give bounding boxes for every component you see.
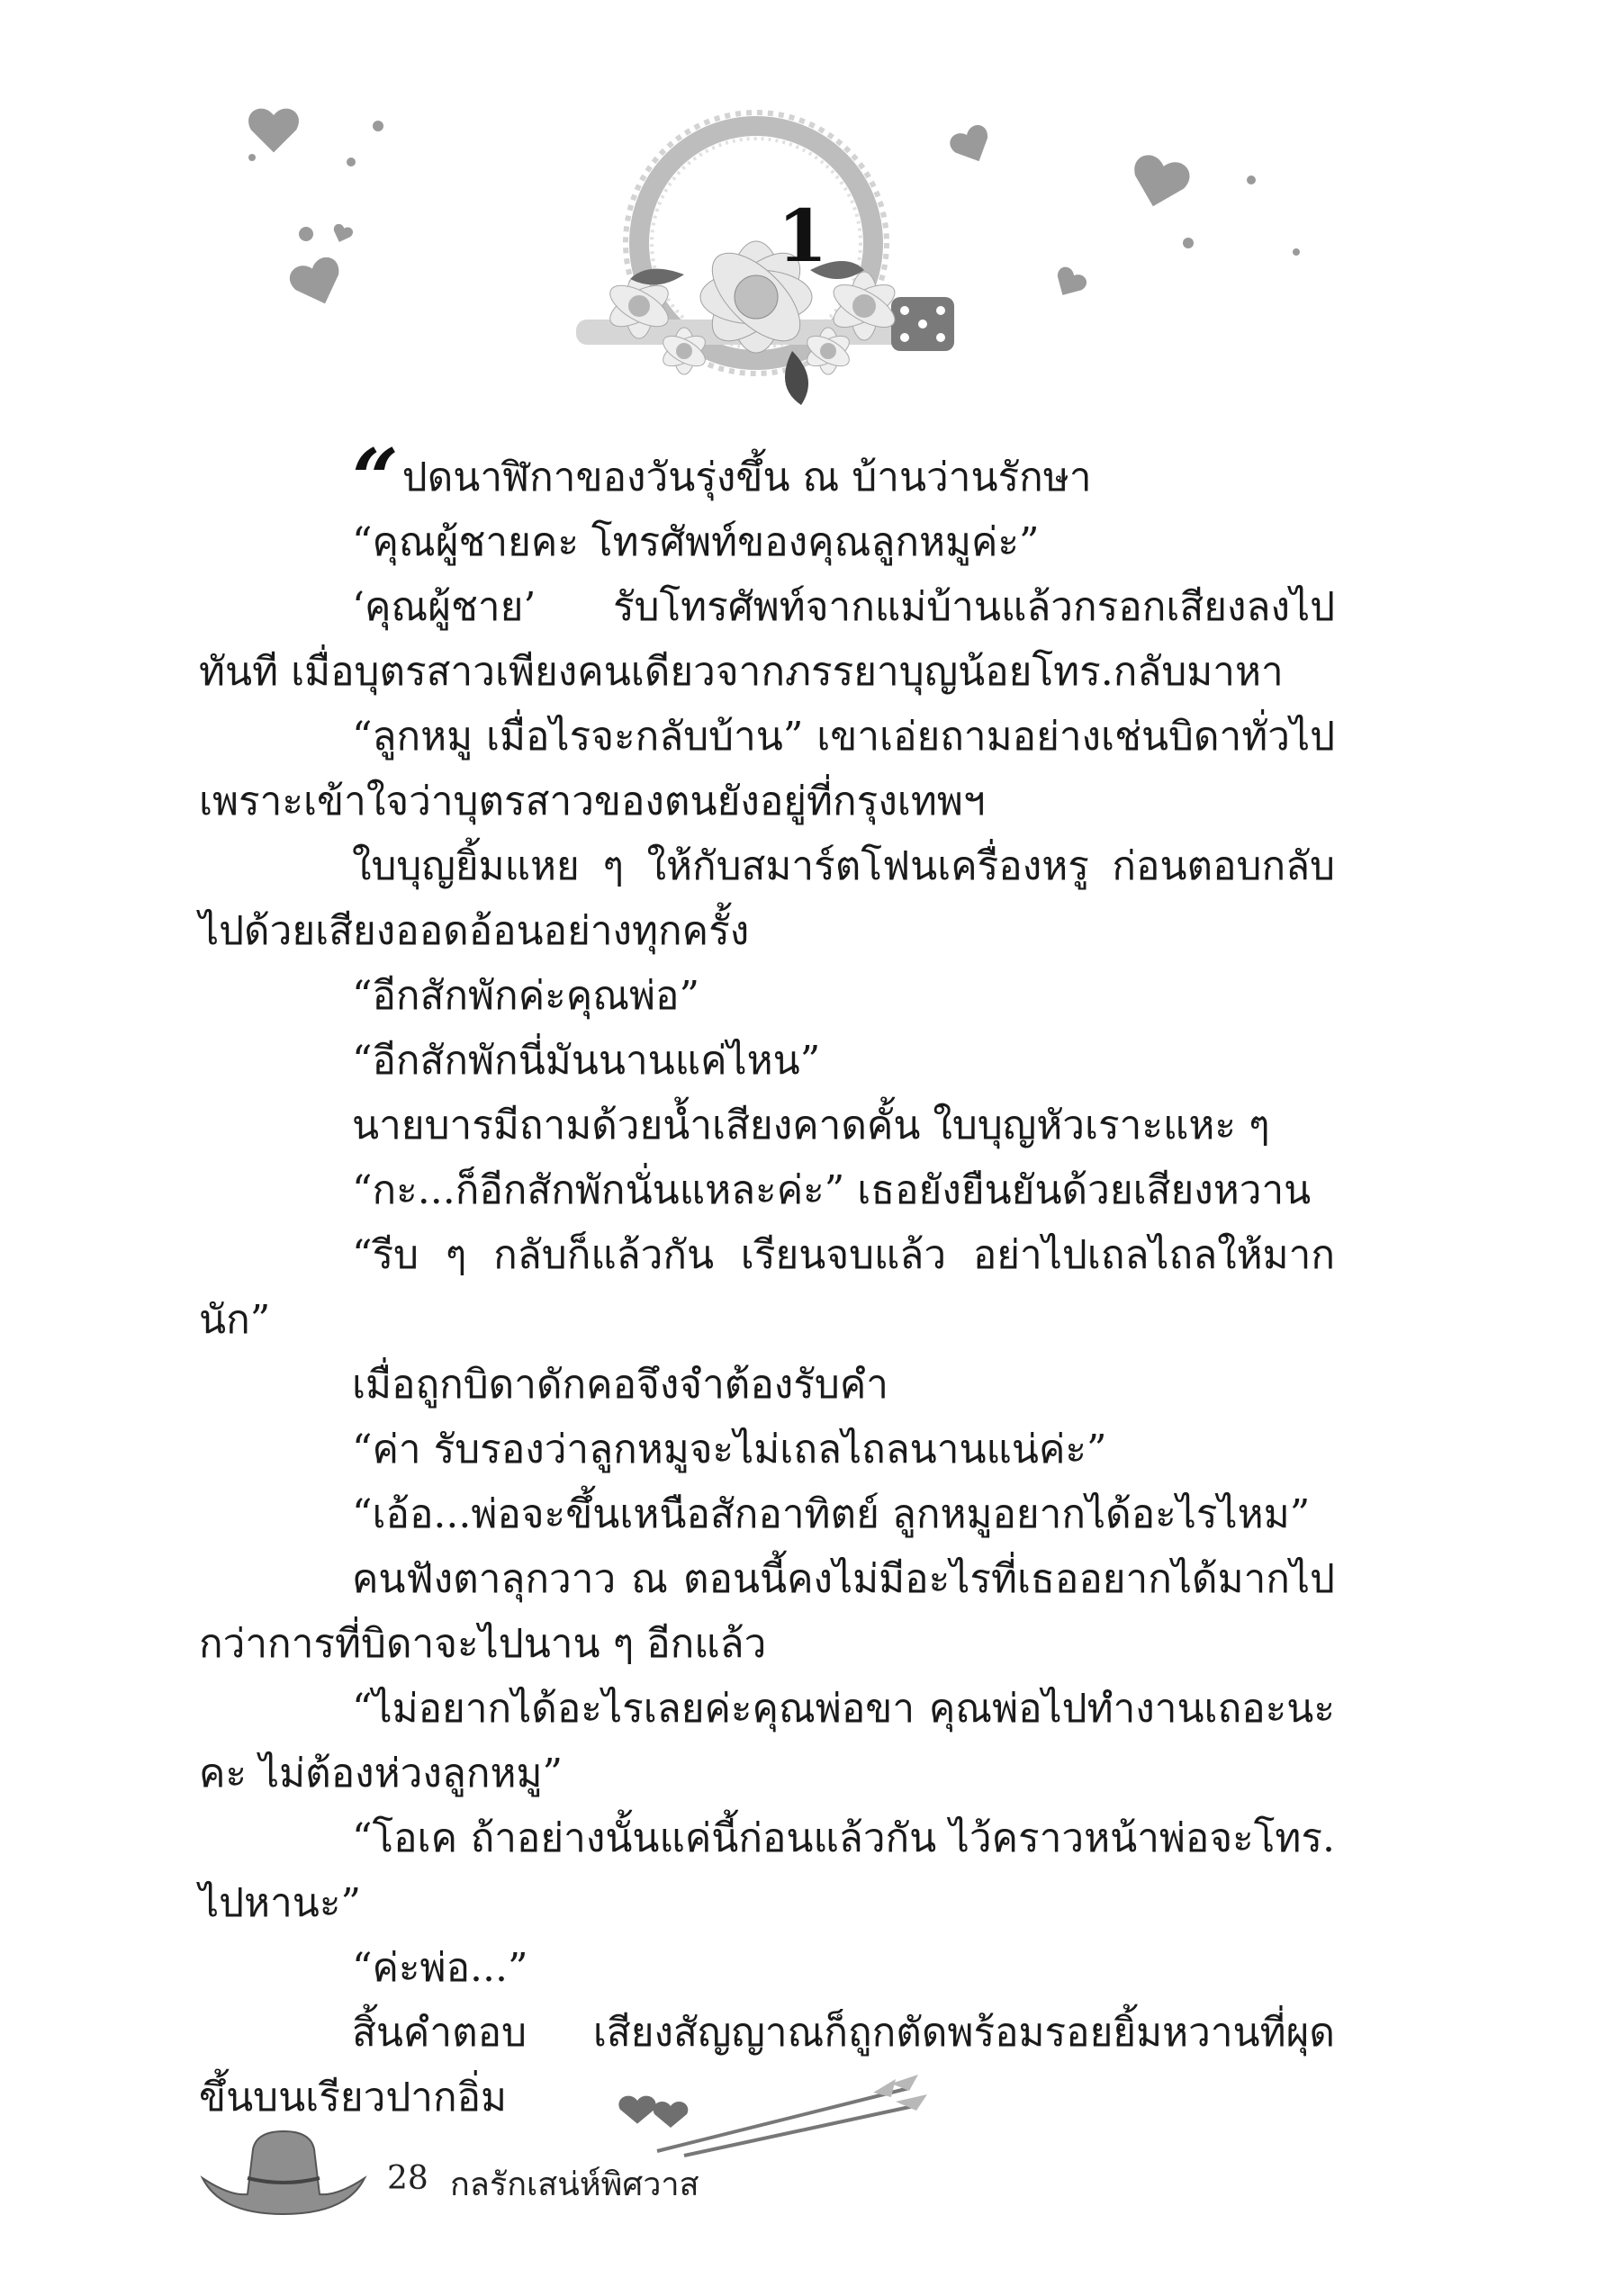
cowboy-hat-icon	[194, 2124, 374, 2223]
paragraph: “อีกสักพักนี่มันนานแค่ไหน”	[352, 1038, 821, 1084]
heart-arrows-decoration	[603, 2070, 945, 2169]
paragraph: ‘คุณผู้ชาย’ รับโทรศัพท์จากแม่บ้านแล้วกรอกเสียงลงไปทันที เมื่อบุตรสาวเพียงคนเดียวจากภรรยาบุญน้อยโทร.กลับมาหา	[199, 584, 1335, 695]
paragraph: เมื่อถูกบิดาดักคอจึงจำต้องรับคำ	[352, 1362, 888, 1408]
paragraph: สิ้นคำตอบ เสียงสัญญาณก็ถูกตัดพร้อมรอยยิ้มหวานที่ผุดขึ้นบนเรียวปากอิ่ม	[199, 2010, 1335, 2120]
chapter-number: 1	[777, 194, 828, 278]
page-number: 28	[387, 2160, 428, 2197]
paragraph: “ค่ะพ่อ...”	[352, 1945, 528, 1991]
paragraph: คนฟังตาลุกวาว ณ ตอนนี้คงไม่มีอะไรที่เธออยากได้มากไปกว่าการที่บิดาจะไปนาน ๆ อีกแล้ว	[199, 1556, 1335, 1667]
heart-icon	[248, 109, 299, 153]
book-title: กลรักเสน่ห์พิศวาส	[450, 2166, 699, 2203]
paragraph: “รีบ ๆ กลับก็แล้วกัน เรียนจบแล้ว อย่าไปเถลไถลให้มากนัก”	[199, 1232, 1335, 1343]
paragraph: “เอ้อ...พ่อจะขึ้นเหนือสักอาทิตย์ ลูกหมูอยากได้อะไรไหม”	[352, 1491, 1311, 1537]
opening-quote-mark: “	[352, 431, 399, 527]
paragraph: “ลูกหมู เมื่อไรจะกลับบ้าน” เขาเอ่ยถามอย่างเช่นบิดาทั่วไป เพราะเข้าใจว่าบุตรสาวของตนยังอยู่ที่กรุงเทพฯ	[199, 714, 1335, 824]
paragraph: “โอเค ถ้าอย่างนั้นแค่นี้ก่อนแล้วกัน ไว้คราวหน้าพ่อจะโทร. ไปหานะ”	[199, 1815, 1335, 1926]
heart-icon	[947, 122, 996, 170]
paragraph: นายบารมีถามด้วยน้ำเสียงคาดคั้น ใบบุญหัวเราะแหะ ๆ	[352, 1103, 1270, 1148]
paragraph: “อีกสักพักค่ะคุณพ่อ”	[352, 973, 699, 1019]
paragraph: “ไม่อยากได้อะไรเลยค่ะคุณพ่อขา คุณพ่อไปทำงานเถอะนะคะ ไม่ต้องห่วงลูกหมู”	[199, 1686, 1335, 1796]
paragraph: “ค่า รับรองว่าลูกหมูจะไม่เถลไถลนานแน่ค่ะ”	[352, 1427, 1107, 1472]
paragraph-text: ปดนาฬิกาของวันรุ่งขึ้น ณ บ้านว่านรักษา	[401, 455, 1092, 500]
chapter-body	[199, 431, 1335, 2130]
paragraph: “กะ...ก็อีกสักพักนั่นแหละค่ะ” เธอยังยืนยันด้วยเสียงหวาน	[352, 1167, 1312, 1213]
paragraph: ใบบุญยิ้มแหย ๆ ให้กับสมาร์ตโฟนเครื่องหรู ก่อนตอบกลับไปด้วยเสียงออดอ้อนอย่างทุกครั้ง	[199, 843, 1335, 954]
paragraph	[199, 431, 1335, 527]
paragraph: “คุณผู้ชายคะ โทรศัพท์ของคุณลูกหมูค่ะ”	[352, 519, 1040, 565]
